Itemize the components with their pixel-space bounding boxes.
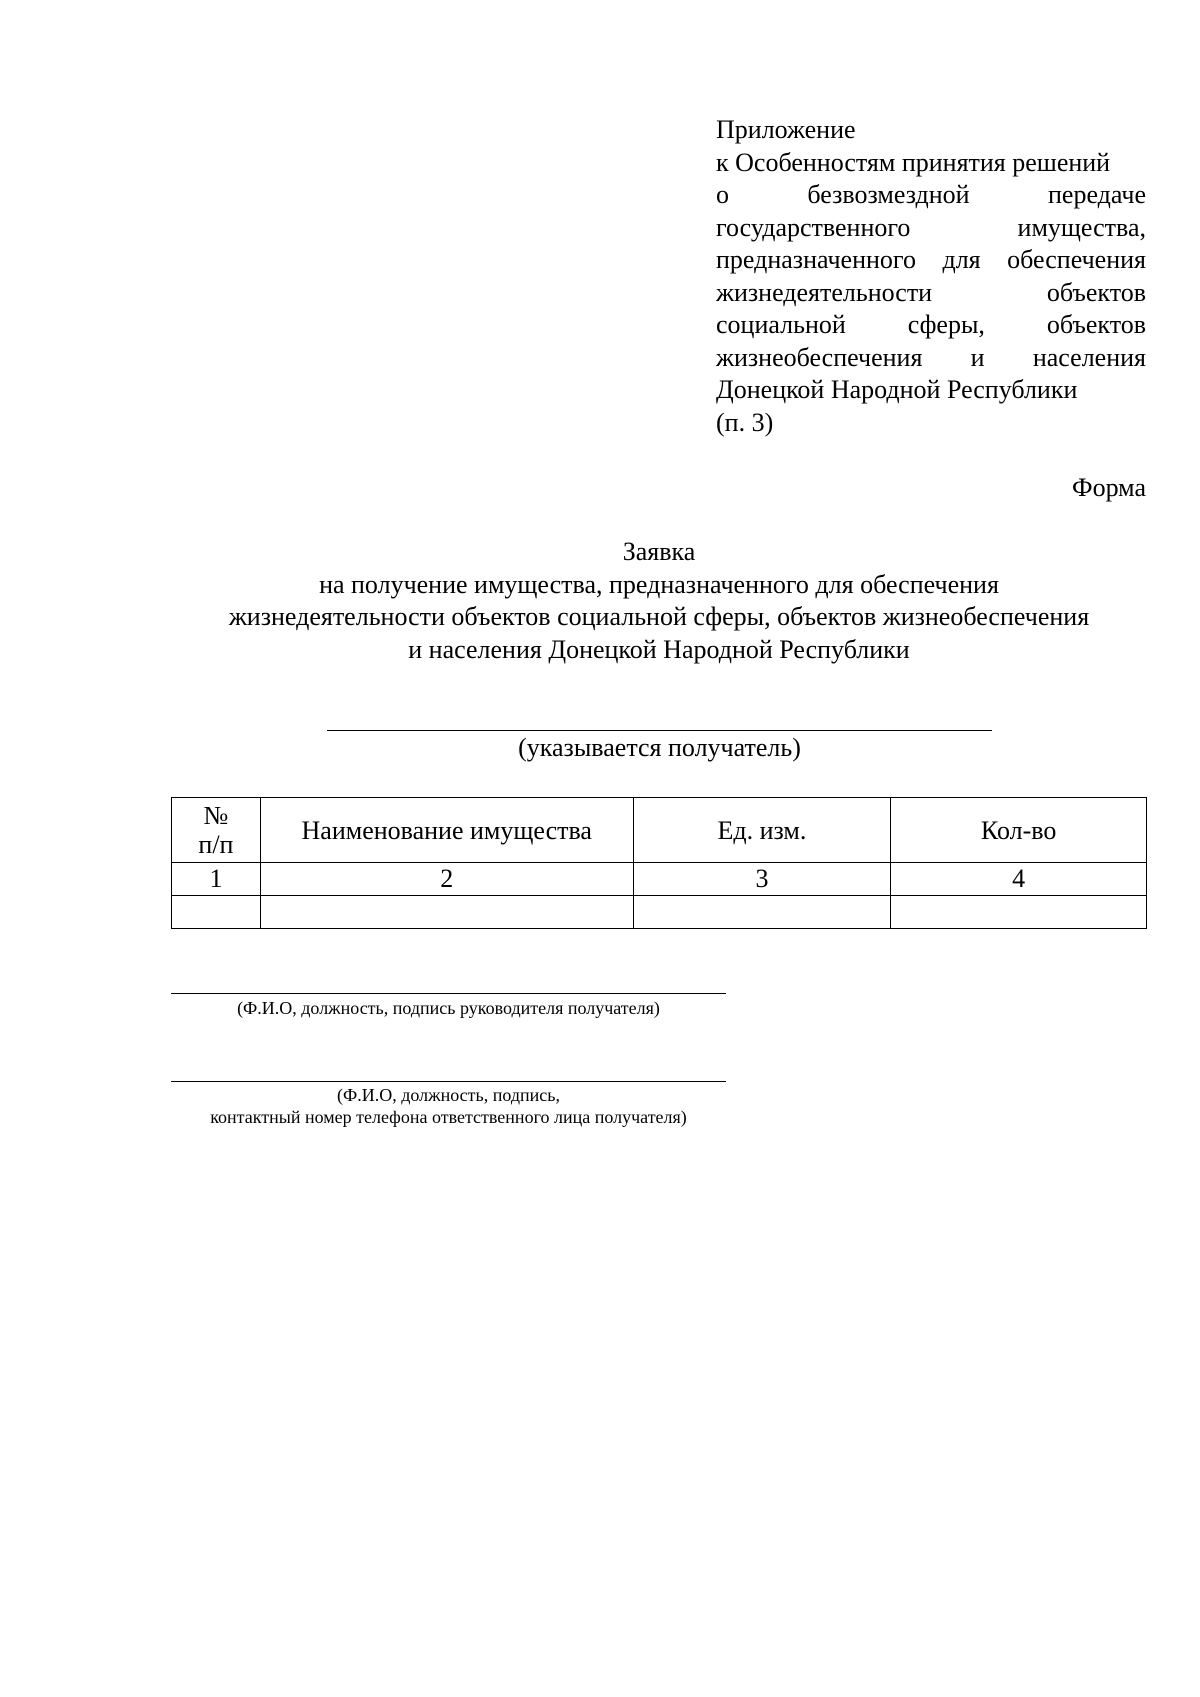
column-number-1: 1 <box>172 863 261 896</box>
column-number-4: 4 <box>891 863 1147 896</box>
header-num <box>172 798 261 863</box>
header-qty: Кол-во <box>891 798 1147 863</box>
table-row <box>172 896 1147 929</box>
blank-cell-name[interactable] <box>260 896 633 929</box>
title-line-2: на получение имущества, предназначенного для обеспечения <box>319 569 999 599</box>
appendix-line-8: жизнеобеспечения и населения <box>716 342 1146 372</box>
recipient-caption: (указывается получатель) <box>518 733 801 762</box>
title-line-4: и населения Донецкой Народной Республики <box>408 634 910 664</box>
property-table <box>171 797 1147 929</box>
blank-cell-num[interactable] <box>172 896 261 929</box>
table-column-number-row <box>172 863 1147 896</box>
header-unit: Ед. изм. <box>633 798 891 863</box>
header-name: Наименование имущества <box>260 798 633 863</box>
appendix-line-6: жизнедеятельности объектов <box>716 277 1146 307</box>
head-signature-caption <box>171 997 726 1019</box>
appendix-line-3: о безвозмездной передаче <box>716 180 1146 209</box>
title-line-1: Заявка <box>622 537 696 566</box>
appendix-line-5: предназначенного для обеспечения <box>716 245 1146 274</box>
document-title <box>0 536 1200 666</box>
column-number-3: 3 <box>633 863 891 896</box>
appendix-line-9: Донецкой Народной Республики <box>716 375 1078 404</box>
header-num-line1: № <box>203 801 229 830</box>
appendix-line-10: (п. 3) <box>716 407 774 437</box>
head-signature-caption-text: (Ф.И.О, должность, подпись руководителя получателя) <box>237 998 660 1018</box>
responsible-signature-caption <box>171 1084 726 1128</box>
blank-cell-qty[interactable] <box>891 896 1147 929</box>
appendix-line-1: Приложение <box>716 115 856 144</box>
column-number-2: 2 <box>260 863 633 896</box>
appendix-line-4: государственного имущества, <box>716 212 1146 242</box>
responsible-caption-line-2: контактный номер телефона ответственного лица получателя) <box>210 1107 687 1127</box>
appendix-line-2: к Особенностям принятия решений <box>716 147 1111 177</box>
responsible-signature-line[interactable] <box>171 1081 726 1082</box>
responsible-caption-line-1: (Ф.И.О, должность, подпись, <box>337 1085 560 1105</box>
title-line-3: жизнедеятельности объектов социальной сферы, объектов жизнеобеспечения <box>228 602 1090 631</box>
header-num-line2: п/п <box>198 830 234 859</box>
recipient-fill-line[interactable] <box>327 730 992 731</box>
form-label: Форма <box>1072 473 1146 502</box>
appendix-block <box>716 114 1146 439</box>
table-header-row <box>172 798 1147 863</box>
head-signature-line[interactable] <box>171 993 726 994</box>
appendix-line-7: социальной сферы, объектов <box>716 310 1146 339</box>
blank-cell-unit[interactable] <box>633 896 891 929</box>
